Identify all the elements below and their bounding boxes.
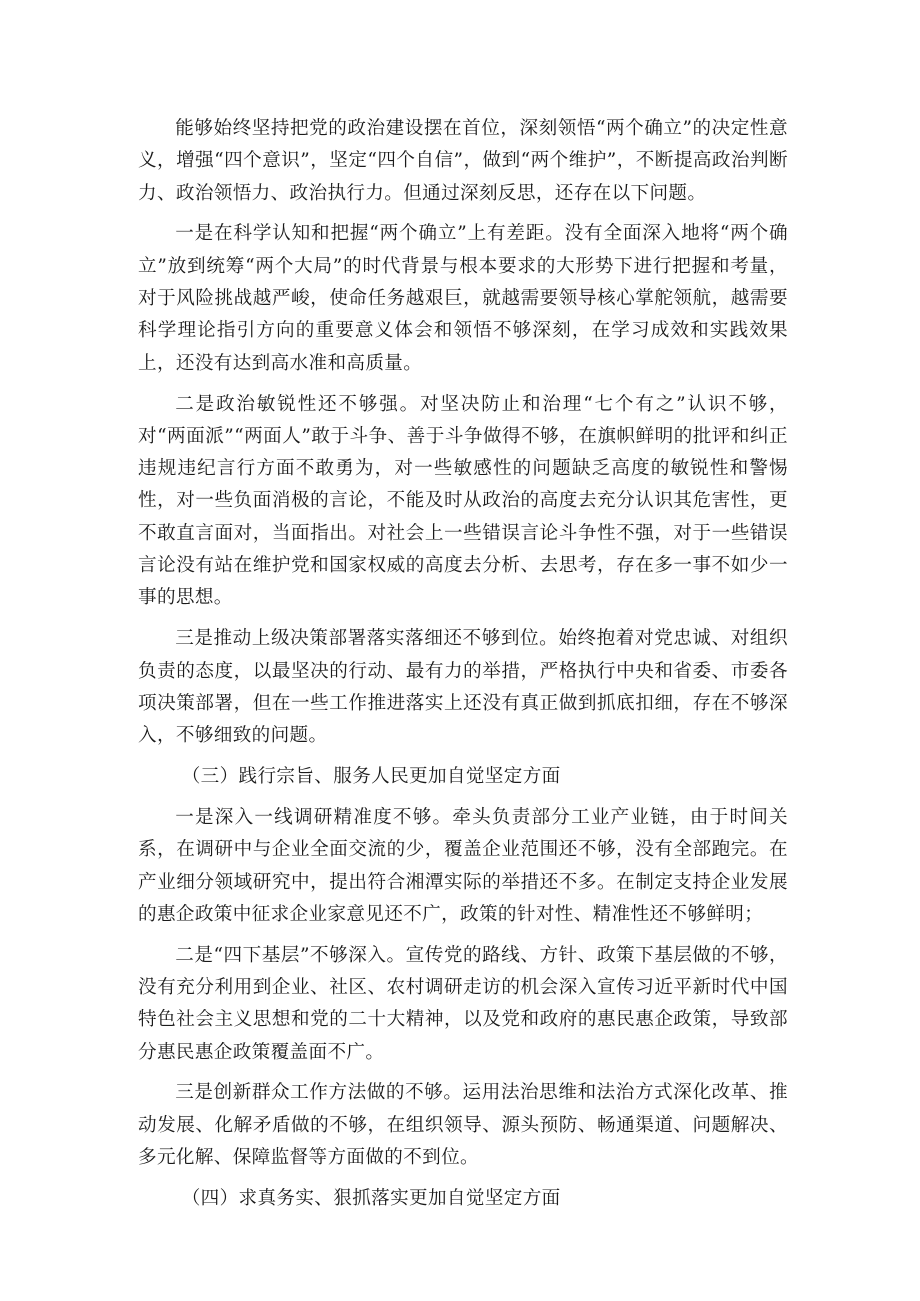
paragraph-section3-point-1: 一是深入一线调研精准度不够。牵头负责部分工业产业链，由于时间关系，在调研中与企业全面交流的少，覆盖企业范围还不够，没有全部跑完。在产业细分领域研究中，提出符合湘潭实际的举措还不多。在制定支持企业发展的惠企政策中征求企业家意见还不广，政策的针对性、精准性还不够鲜明； [138,806,788,925]
section-heading-4: （四）求真务实、狠抓落实更加自觉坚定方面 [181,1187,561,1209]
paragraph-point-2: 二是政治敏锐性还不够强。对坚决防止和治理“七个有之”认识不够，对“两面派”“两面人”敢于斗争、善于斗争做得不够，在旗帜鲜明的批评和纠正违规违纪言行方面不敢勇为，对一些敏感性的问题缺乏高度的敏锐性和警惕性，对一些负面消极的言论，不能及时从政治的高度去充分认识其危害性，更不敢直言面对，当面指出。对社会上一些错误言论斗争性不强，对于一些错误言论没有站在维护党和国家权威的高度去分析、去思考，存在多一事不如少一事的思想。 [138,393,788,609]
paragraph-section3-point-2: 二是“四下基层”不够深入。宣传党的路线、方针、政策下基层做的不够，没有充分利用到企业、社区、农村调研走访的机会深入宣传习近平新时代中国特色社会主义思想和党的二十大精神，以及党和政府的惠民惠企政策，导致部分惠民惠企政策覆盖面不广。 [138,944,788,1063]
paragraph-intro: 能够始终坚持把党的政治建设摆在首位，深刻领悟“两个确立”的决定性意义，增强“四个意识”，坚定“四个自信”，做到“两个维护”，不断提高政治判断力、政治领悟力、政治执行力。但通过深刻反思，还存在以下问题。 [138,118,788,204]
document-body [138,113,788,1224]
section-heading-3: （三）践行宗旨、服务人民更加自觉坚定方面 [181,766,561,788]
paragraph-point-1: 一是在科学认知和把握“两个确立”上有差距。没有全面深入地将“两个确立”放到统筹“两个大局”的时代背景与根本要求的大形势下进行把握和考量，对于风险挑战越严峻，使命任务越艰巨，就越需要领导核心掌舵领航，越需要科学理论指引方向的重要意义体会和领悟不够深刻，在学习成效和实践效果上，还没有达到高水准和高质量。 [138,223,788,374]
paragraph-section3-point-3: 三是创新群众工作方法做的不够。运用法治思维和法治方式深化改革、推动发展、化解矛盾做的不够，在组织领导、源头预防、畅通渠道、问题解决、多元化解、保障监督等方面做的不到位。 [138,1082,788,1169]
paragraph-point-3: 三是推动上级决策部署落实落细还不够到位。始终抱着对党忠诚、对组织负责的态度，以最坚决的行动、最有力的举措，严格执行中央和省委、市委各项决策部署，但在一些工作推进落实上还没有真正做到抓底扣细，存在不够深入，不够细致的问题。 [138,628,788,747]
